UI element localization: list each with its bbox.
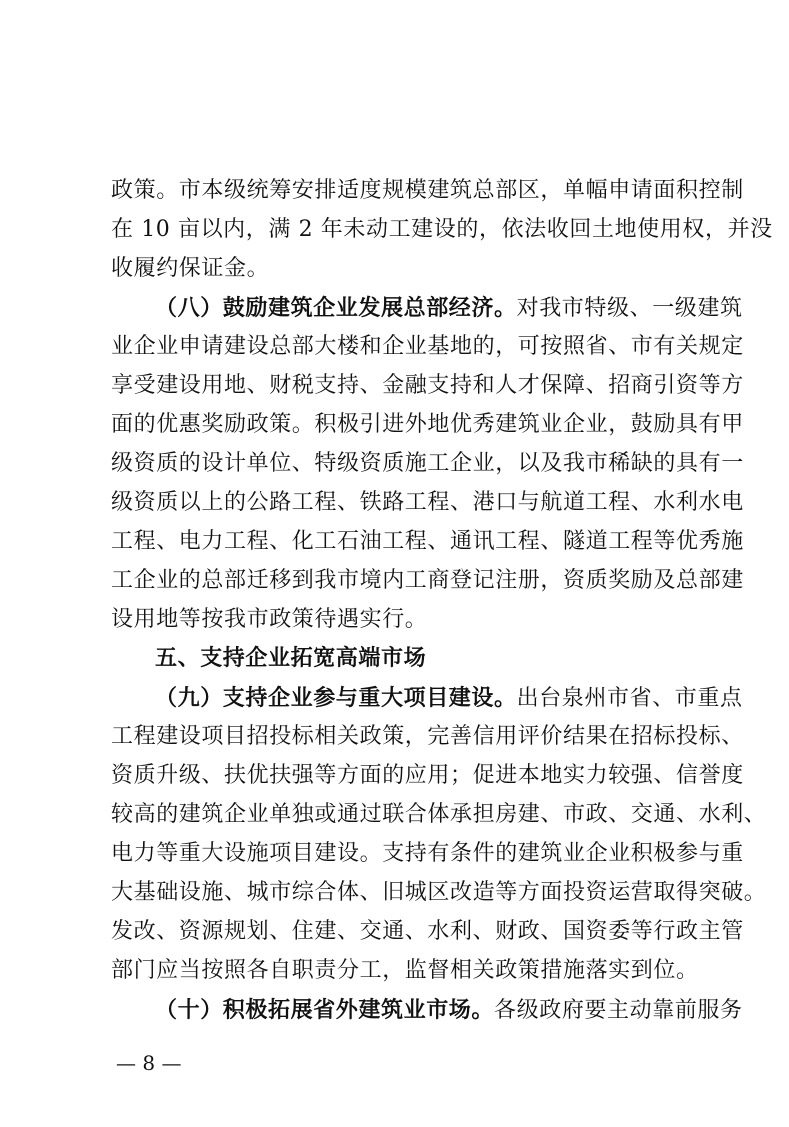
line-text: 发改、资源规划、住建、交通、水利、财政、国资委等行政主管 [111, 919, 744, 944]
line-text: 政策。市本级统筹安排适度规模建筑总部区，单幅申请面积控制 [111, 178, 744, 203]
line-text: 收履约保证金。 [111, 256, 270, 281]
section-5-heading [155, 644, 695, 674]
line-text: 在 10 亩以内，满 2 年未动工建设的，依法收回土地使用权，并没 [111, 217, 773, 242]
section-8-first-line [155, 293, 743, 323]
line-text: 设用地等按我市政策待遇实行。 [111, 607, 428, 632]
section-8-title: （八）鼓励建筑企业发展总部经济。 [155, 295, 517, 321]
body-line-7 [111, 410, 744, 440]
line-text: 对我市特级、一级建筑 [516, 296, 743, 321]
heading-text: 五、支持企业拓宽高端市场 [155, 646, 427, 671]
line-text: 工程建设项目招投标相关政策，完善信用评价结果在招标投标、 [111, 724, 744, 749]
body-line-18 [111, 839, 744, 869]
body-line-21 [111, 956, 699, 986]
line-text: 面的优惠奖励政策。积极引进外地优秀建筑业企业，鼓励具有甲 [111, 412, 744, 437]
line-text: 各级政府要主动靠前服务 [494, 998, 743, 1023]
line-text: 出台泉州市省、市重点 [516, 686, 743, 711]
line-text: 较高的建筑企业单独或通过联合体承担房建、市政、交通、水利、 [111, 802, 767, 827]
body-line-19 [111, 878, 767, 908]
body-line-1 [111, 176, 744, 206]
body-line-16 [111, 761, 744, 791]
line-text: 工企业的总部迁移到我市境内工商登记注册，资质奖励及总部建 [111, 568, 744, 593]
line-text: 部门应当按照各自职责分工，监督相关政策措施落实到位。 [111, 958, 699, 983]
body-line-10 [111, 527, 744, 557]
line-text: 业企业申请建设总部大楼和企业基地的，可按照省、市有关规定 [111, 334, 744, 359]
section-10-first-line [155, 995, 743, 1025]
line-text: 级资质的设计单位、特级资质施工企业，以及我市稀缺的具有一 [111, 451, 744, 476]
line-text: 工程、电力工程、化工石油工程、通讯工程、隧道工程等优秀施 [111, 529, 744, 554]
line-text: 电力等重大设施项目建设。支持有条件的建筑业企业积极参与重 [111, 841, 744, 866]
body-line-17 [111, 800, 767, 830]
section-9-first-line [155, 683, 743, 713]
body-line-8 [111, 449, 744, 479]
body-line-11 [111, 566, 744, 596]
line-text: 大基础设施、城市综合体、旧城区改造等方面投资运营取得突破。 [111, 880, 767, 905]
body-line-20 [111, 917, 744, 947]
page-number: — 8 — [116, 1051, 182, 1075]
body-line-5 [111, 332, 744, 362]
body-line-12 [111, 605, 695, 635]
section-9-title: （九）支持企业参与重大项目建设。 [155, 685, 517, 711]
body-line-15 [111, 722, 744, 752]
line-text: 级资质以上的公路工程、铁路工程、港口与航道工程、水利水电 [111, 490, 744, 515]
body-line-2 [111, 215, 773, 245]
body-line-6 [111, 371, 744, 401]
line-text: 享受建设用地、财税支持、金融支持和人才保障、招商引资等方 [111, 373, 744, 398]
line-text: 资质升级、扶优扶强等方面的应用；促进本地实力较强、信誉度 [111, 763, 744, 788]
body-line-9 [111, 488, 744, 518]
body-line-3 [111, 254, 695, 284]
section-10-title: （十）积极拓展省外建筑业市场。 [155, 997, 495, 1023]
